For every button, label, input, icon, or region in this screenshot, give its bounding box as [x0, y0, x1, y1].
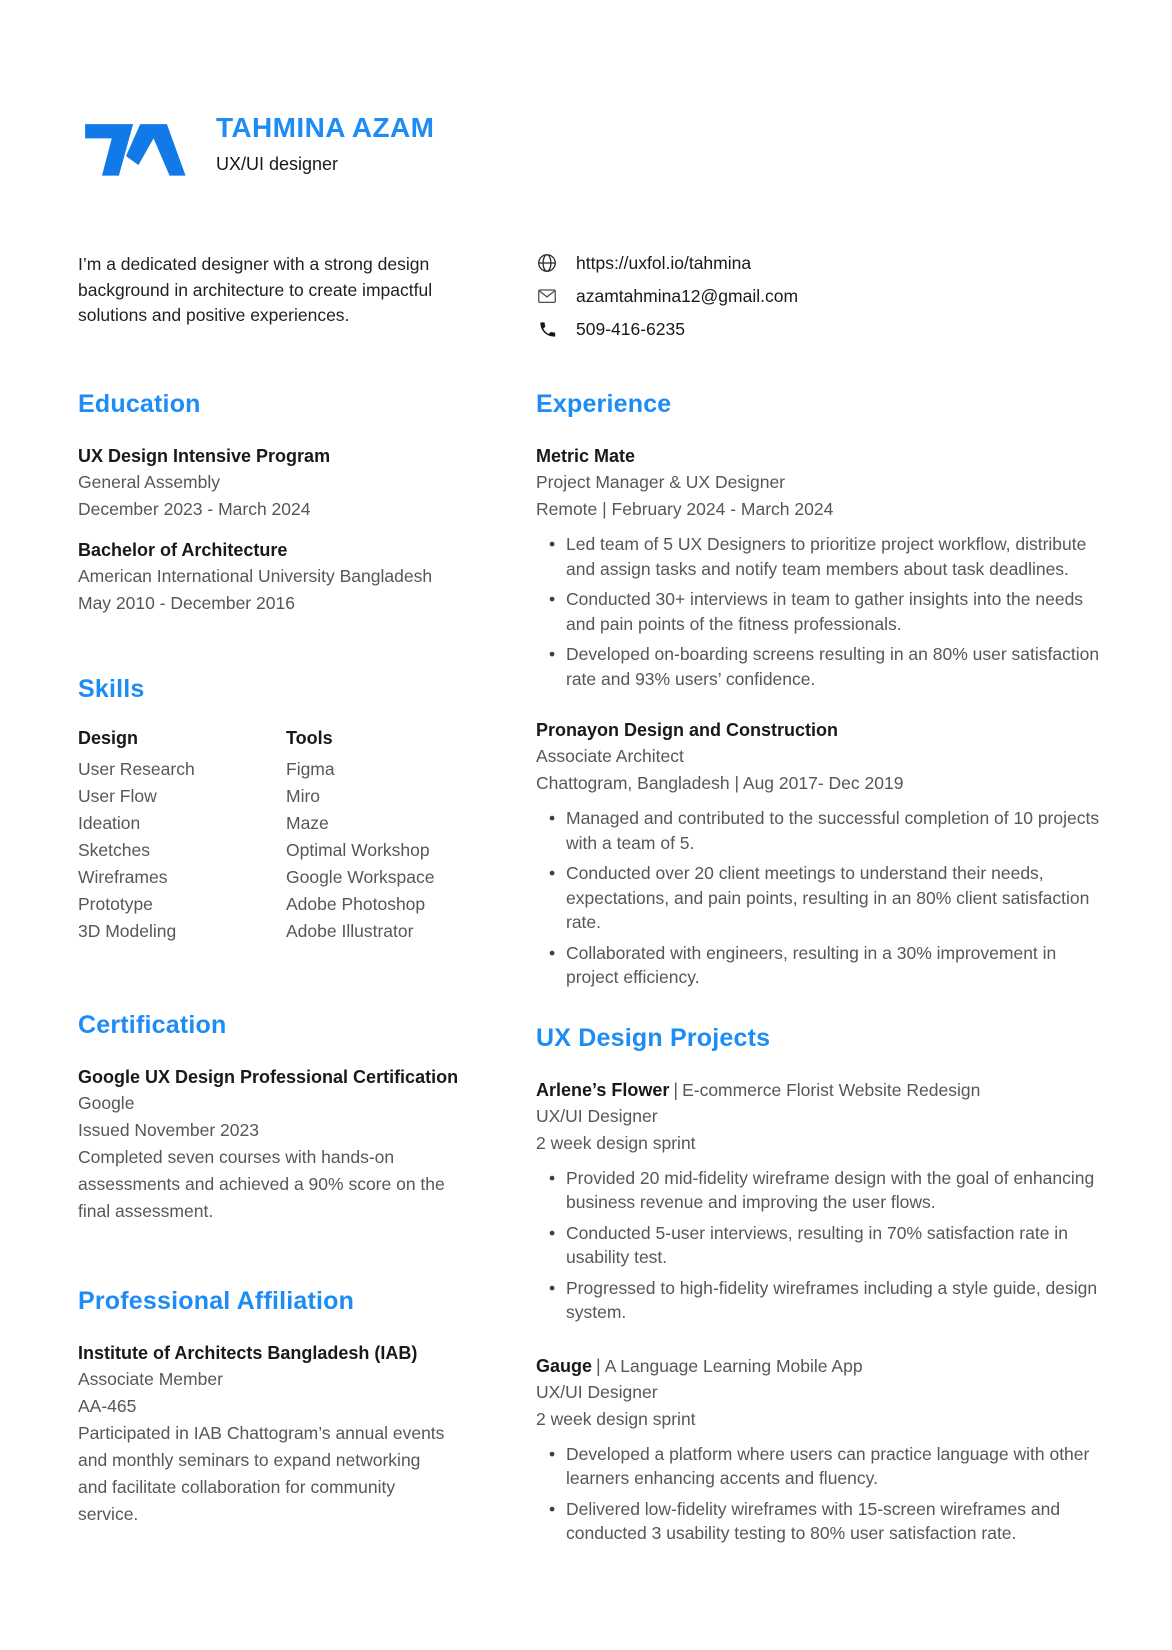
skills-heading: Skills — [78, 675, 145, 703]
intro-row — [78, 252, 1106, 340]
project-entry — [536, 1077, 1106, 1325]
content-columns — [78, 390, 1106, 1552]
skill-group-design — [78, 728, 286, 945]
section-certification — [78, 1011, 518, 1225]
skills-groups — [78, 728, 518, 945]
globe-icon — [536, 252, 558, 274]
education-school: General Assembly — [78, 472, 221, 492]
job-bullet: • Collaborated with engineers, resulting in a 30% improvement in project efficiency. — [566, 941, 1106, 990]
project-bullet: • Delivered low-fidelity wireframes with 15-screen wireframes and conducted 3 usability testing to 80% user satisfaction rate. — [566, 1497, 1106, 1546]
contact-phone-row — [536, 318, 1106, 340]
project-bullet: • Developed a platform where users can practice language with other learners enhancing accents and fluency. — [566, 1442, 1106, 1491]
education-entry — [78, 443, 518, 523]
certification-title: Google UX Design Professional Certification — [78, 1067, 459, 1087]
section-experience — [536, 390, 1106, 990]
left-column — [78, 390, 518, 1552]
job-meta: Remote | February 2024 - March 2024 — [536, 499, 834, 519]
envelope-icon — [536, 285, 558, 307]
skill-item: Ideation — [78, 813, 141, 833]
certification-description: Completed seven courses with hands-on assessments and achieved a 90% score on the final assessment. — [78, 1147, 445, 1221]
section-skills — [78, 675, 518, 945]
job-company: Metric Mate — [536, 446, 636, 466]
project-bullet: • Conducted 5-user interviews, resulting in 70% satisfaction rate in usability test. — [566, 1221, 1106, 1270]
certification-heading: Certification — [78, 1011, 227, 1039]
certification-issuer: Google — [78, 1093, 135, 1113]
certification-entry — [78, 1064, 518, 1225]
job-bullet: • Conducted 30+ interviews in team to gather insights into the needs and pain points of the fitness professionals. — [566, 587, 1106, 636]
contact-email-row — [536, 285, 1106, 307]
certification-issued: Issued November 2023 — [78, 1120, 259, 1140]
education-heading: Education — [78, 390, 201, 418]
project-duration: 2 week design sprint — [536, 1132, 696, 1153]
skill-item: Wireframes — [78, 867, 168, 887]
skill-item: Figma — [286, 759, 335, 779]
project-subtitle: A Language Learning Mobile App — [604, 1355, 863, 1376]
education-degree: Bachelor of Architecture — [78, 540, 288, 560]
person-name: TAHMINA AZAM — [216, 112, 435, 143]
project-role: UX/UI Designer — [536, 1105, 658, 1126]
person-role: UX/UI designer — [216, 154, 339, 174]
affiliation-member-id: AA-465 — [78, 1396, 137, 1416]
education-dates: May 2010 - December 2016 — [78, 593, 295, 613]
section-affiliation — [78, 1287, 518, 1528]
project-separator: | — [673, 1079, 679, 1100]
project-name: Arlene’s Flower — [536, 1079, 670, 1100]
job-bullet: • Conducted over 20 client meetings to understand their needs, expectations, and pain points, resulting in an 80% client satisfaction rate. — [566, 861, 1106, 935]
affiliation-description: Participated in IAB Chattogram’s annual events and monthly seminars to expand networking and facilitate collaboration for community service. — [78, 1423, 445, 1524]
projects-heading: UX Design Projects — [536, 1023, 771, 1052]
skill-list — [286, 756, 435, 945]
summary-cell — [78, 252, 518, 340]
name-role-block — [216, 108, 434, 175]
summary-text: I’m a dedicated designer with a strong design background in architecture to create impactful solutions and positive experiences. — [78, 254, 433, 325]
phone-icon — [536, 318, 558, 340]
section-projects — [536, 1024, 1106, 1546]
skill-item: Adobe Illustrator — [286, 921, 414, 941]
skill-item: Prototype — [78, 894, 153, 914]
skill-item: Sketches — [78, 840, 150, 860]
project-name: Gauge — [536, 1355, 593, 1376]
skill-group-title: Design — [78, 728, 139, 748]
experience-heading: Experience — [536, 390, 672, 418]
job-role: Associate Architect — [536, 746, 684, 766]
website-link[interactable]: https://uxfol.io/tahmina — [576, 252, 752, 273]
job-meta: Chattogram, Bangladesh | Aug 2017- Dec 2019 — [536, 773, 904, 793]
job-entry — [536, 443, 1106, 691]
job-bullets — [536, 532, 1106, 691]
right-column — [536, 390, 1106, 1552]
section-education — [78, 390, 518, 617]
contact-website-row — [536, 252, 1106, 274]
education-school: American International University Bangladesh — [78, 566, 433, 586]
education-entry — [78, 537, 518, 617]
affiliation-membership: Associate Member — [78, 1369, 223, 1389]
project-bullet: • Progressed to high-fidelity wireframes including a style guide, design system. — [566, 1276, 1106, 1325]
project-bullets — [536, 1442, 1106, 1546]
project-bullets — [536, 1166, 1106, 1325]
skill-item: Maze — [286, 813, 329, 833]
phone-link[interactable]: 509-416-6235 — [576, 318, 685, 339]
skill-item: User Research — [78, 759, 195, 779]
project-title-row — [536, 1077, 1106, 1103]
skill-group-title: Tools — [286, 728, 333, 748]
project-entry — [536, 1353, 1106, 1546]
job-bullet: • Developed on-boarding screens resulting in an 80% user satisfaction rate and 93% users’ confidence. — [566, 642, 1106, 691]
skill-group-tools — [286, 728, 435, 945]
header — [78, 108, 1106, 340]
skill-item: User Flow — [78, 786, 157, 806]
job-bullets — [536, 806, 1106, 990]
project-duration: 2 week design sprint — [536, 1408, 696, 1429]
education-dates: December 2023 - March 2024 — [78, 499, 311, 519]
job-company: Pronayon Design and Construction — [536, 720, 839, 740]
skill-item: Google Workspace — [286, 867, 435, 887]
project-title-row — [536, 1353, 1106, 1379]
ta-monogram-logo — [78, 110, 190, 188]
project-separator: | — [596, 1355, 601, 1376]
email-link[interactable]: azamtahmina12@gmail.com — [576, 285, 799, 306]
project-bullet: • Provided 20 mid-fidelity wireframe design with the goal of enhancing business revenue and improving the user flows. — [566, 1166, 1106, 1215]
affiliation-heading: Professional Affiliation — [78, 1287, 355, 1315]
skill-item: 3D Modeling — [78, 921, 177, 941]
project-subtitle: E-commerce Florist Website Redesign — [682, 1079, 981, 1100]
identity-block — [78, 108, 1106, 188]
contact-list — [536, 252, 1106, 340]
job-bullet: • Led team of 5 UX Designers to prioritize project workflow, distribute and assign tasks and notify team members about task deadlines. — [566, 532, 1106, 581]
affiliation-entry — [78, 1340, 518, 1528]
affiliation-title: Institute of Architects Bangladesh (IAB) — [78, 1343, 418, 1363]
skill-item: Optimal Workshop — [286, 840, 430, 860]
job-role: Project Manager & UX Designer — [536, 472, 785, 492]
education-degree: UX Design Intensive Program — [78, 446, 331, 466]
skill-list — [78, 756, 286, 945]
skill-item: Adobe Photoshop — [286, 894, 426, 914]
job-entry — [536, 717, 1106, 990]
project-role: UX/UI Designer — [536, 1381, 658, 1402]
job-bullet: • Managed and contributed to the successful completion of 10 projects with a team of 5. — [566, 806, 1106, 855]
skill-item: Miro — [286, 786, 321, 806]
